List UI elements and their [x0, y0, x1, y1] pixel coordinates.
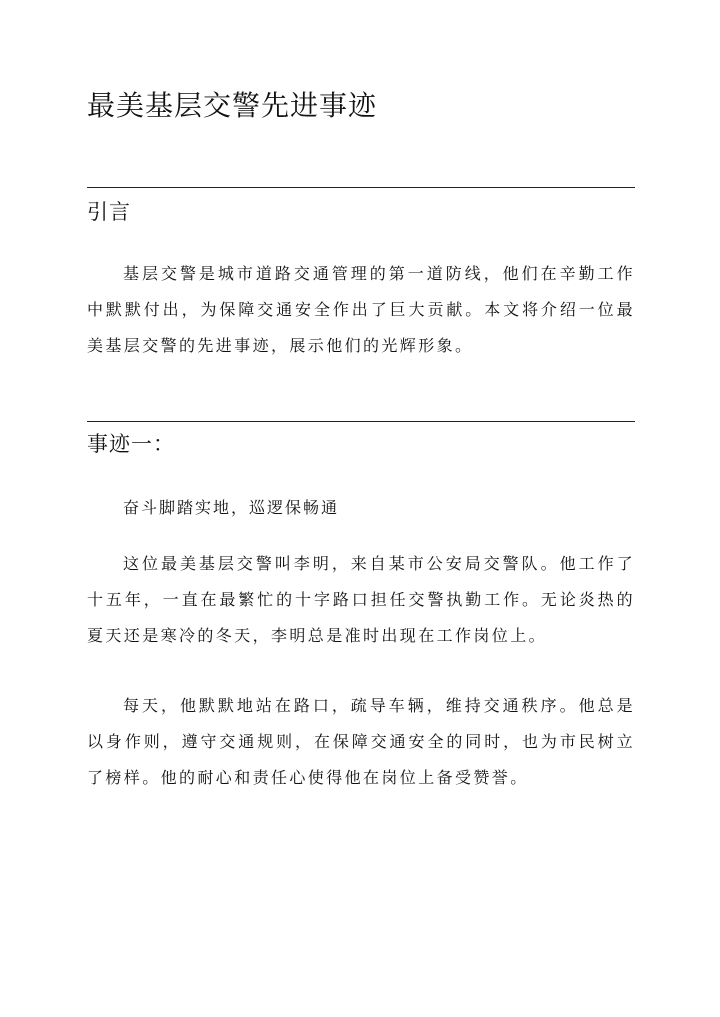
intro-paragraph: 基层交警是城市道路交通管理的第一道防线，他们在辛勤工作中默默付出，为保障交通安全作出了巨大贡献。本文将介绍一位最美基层交警的先进事迹，展示他们的光辉形象。 [87, 264, 635, 355]
intro-heading: 引言 [87, 200, 131, 224]
section-divider-intro [87, 187, 635, 188]
section-divider-deed-one [87, 421, 635, 422]
deed-one-heading: 事迹一： [87, 432, 175, 456]
document-title: 最美基层交警先进事迹 [87, 89, 378, 122]
deed-one-paragraph-1: 这位最美基层交警叫李明，来自某市公安局交警队。他工作了十五年，一直在最繁忙的十字路口担任交警执勤工作。无论炎热的夏天还是寒冷的冬天，李明总是准时出现在工作岗位上。 [87, 554, 635, 645]
deed-one-subtitle: 奋斗脚踏实地，巡逻保畅通 [123, 498, 340, 517]
deed-one-paragraph-2: 每天，他默默地站在路口，疏导车辆，维持交通秩序。他总是以身作则，遵守交通规则，在保障交通安全的同时，也为市民树立了榜样。他的耐心和责任心使得他在岗位上备受赞誉。 [87, 696, 635, 787]
